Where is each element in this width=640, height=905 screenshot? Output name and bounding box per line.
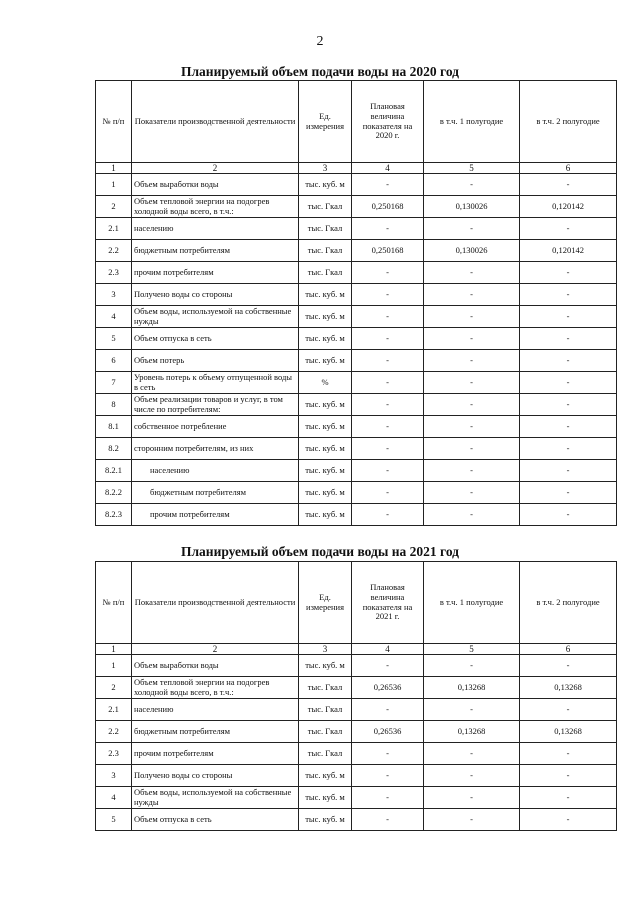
header-planned-year: 2020 г. xyxy=(375,130,400,141)
table-row xyxy=(96,743,617,765)
row-number: 2.3 xyxy=(96,262,132,284)
row-number: 6 xyxy=(96,350,132,372)
row-unit: тыс. куб. м xyxy=(299,306,352,328)
row-half2-value: - xyxy=(520,174,617,196)
row-planned-value: - xyxy=(352,218,424,240)
row-number: 8.1 xyxy=(96,416,132,438)
header-planned-label: Плановая величина показателя на xyxy=(362,581,413,612)
row-indicator: сторонним потребителям, из них xyxy=(132,438,299,460)
row-indicator: Получено воды со стороны xyxy=(132,765,299,787)
row-planned-value: - xyxy=(352,306,424,328)
row-indicator: бюджетным потребителям xyxy=(132,482,299,504)
row-half1-value: - xyxy=(424,218,520,240)
row-half1-value: - xyxy=(424,655,520,677)
row-indicator: Объем выработки воды xyxy=(132,174,299,196)
header-indicator: Показатели производственной деятельности xyxy=(132,562,299,644)
row-planned-value: - xyxy=(352,350,424,372)
table-row xyxy=(96,284,617,306)
table-row xyxy=(96,460,617,482)
row-unit: тыс. Гкал xyxy=(299,699,352,721)
row-planned-value: - xyxy=(352,372,424,394)
col-number: 1 xyxy=(96,163,132,174)
table-row xyxy=(96,240,617,262)
row-indicator: бюджетным потребителям xyxy=(132,721,299,743)
row-unit: тыс. куб. м xyxy=(299,438,352,460)
row-half2-value: - xyxy=(520,372,617,394)
row-half1-value: 0,13268 xyxy=(424,721,520,743)
table-row xyxy=(96,677,617,699)
row-number: 8.2.1 xyxy=(96,460,132,482)
row-half2-value: 0,120142 xyxy=(520,240,617,262)
row-indicator: бюджетным потребителям xyxy=(132,240,299,262)
row-number: 8.2.2 xyxy=(96,482,132,504)
row-planned-value: - xyxy=(352,438,424,460)
row-indicator: прочим потребителям xyxy=(132,504,299,526)
row-number: 2.1 xyxy=(96,699,132,721)
header-planned xyxy=(352,562,424,644)
table-row xyxy=(96,416,617,438)
col-number: 6 xyxy=(520,644,617,655)
row-half1-value: - xyxy=(424,809,520,831)
column-numbers-row xyxy=(96,163,617,174)
header-row xyxy=(96,81,617,163)
row-unit: тыс. куб. м xyxy=(299,416,352,438)
row-half1-value: - xyxy=(424,372,520,394)
row-half2-value: - xyxy=(520,394,617,416)
row-planned-value: - xyxy=(352,809,424,831)
row-half1-value: - xyxy=(424,416,520,438)
row-unit: тыс. Гкал xyxy=(299,721,352,743)
water-supply-table-2020 xyxy=(95,80,617,526)
table-row xyxy=(96,174,617,196)
row-half1-value: - xyxy=(424,394,520,416)
row-unit: тыс. Гкал xyxy=(299,196,352,218)
row-unit: тыс. куб. м xyxy=(299,328,352,350)
row-number: 5 xyxy=(96,328,132,350)
header-half1: в т.ч. 1 полугодие xyxy=(424,562,520,644)
row-indicator: собственное потребление xyxy=(132,416,299,438)
col-number: 5 xyxy=(424,163,520,174)
row-unit: % xyxy=(299,372,352,394)
row-planned-value: - xyxy=(352,482,424,504)
row-unit: тыс. Гкал xyxy=(299,677,352,699)
row-half1-value: - xyxy=(424,482,520,504)
row-number: 2.2 xyxy=(96,721,132,743)
table-row xyxy=(96,721,617,743)
row-planned-value: 0,26536 xyxy=(352,677,424,699)
row-unit: тыс. куб. м xyxy=(299,787,352,809)
row-half2-value: 0,13268 xyxy=(520,721,617,743)
row-planned-value: - xyxy=(352,504,424,526)
row-half2-value: - xyxy=(520,743,617,765)
row-half2-value: - xyxy=(520,787,617,809)
row-half1-value: - xyxy=(424,699,520,721)
row-half2-value: 0,13268 xyxy=(520,677,617,699)
row-number: 4 xyxy=(96,787,132,809)
row-indicator: прочим потребителям xyxy=(132,262,299,284)
row-half2-value: - xyxy=(520,504,617,526)
row-half1-value: - xyxy=(424,262,520,284)
row-number: 8 xyxy=(96,394,132,416)
row-half2-value: - xyxy=(520,328,617,350)
row-planned-value: - xyxy=(352,262,424,284)
table-row xyxy=(96,438,617,460)
water-supply-table-2021 xyxy=(95,561,617,831)
row-planned-value: - xyxy=(352,416,424,438)
table-row xyxy=(96,218,617,240)
row-unit: тыс. куб. м xyxy=(299,460,352,482)
row-unit: тыс. куб. м xyxy=(299,174,352,196)
row-number: 1 xyxy=(96,174,132,196)
table-body-2021 xyxy=(96,655,617,831)
row-unit: тыс. куб. м xyxy=(299,765,352,787)
row-half2-value: - xyxy=(520,765,617,787)
table-row xyxy=(96,765,617,787)
row-half2-value: - xyxy=(520,809,617,831)
row-unit: тыс. куб. м xyxy=(299,394,352,416)
row-half2-value: - xyxy=(520,306,617,328)
col-number: 6 xyxy=(520,163,617,174)
row-indicator: Объем реализации товаров и услуг, в том числе по потребителям: xyxy=(132,394,299,416)
table-row xyxy=(96,394,617,416)
table-row xyxy=(96,372,617,394)
table-row xyxy=(96,809,617,831)
row-number: 3 xyxy=(96,765,132,787)
header-planned xyxy=(352,81,424,163)
table-row xyxy=(96,350,617,372)
row-planned-value: - xyxy=(352,699,424,721)
row-number: 2 xyxy=(96,677,132,699)
row-indicator: Объем воды, используемой на собственные нужды xyxy=(132,306,299,328)
row-indicator: населению xyxy=(132,460,299,482)
header-planned-label: Плановая величина показателя на xyxy=(362,100,413,131)
col-number: 5 xyxy=(424,644,520,655)
header-planned-year: 2021 г. xyxy=(375,611,400,622)
row-planned-value: - xyxy=(352,460,424,482)
row-half2-value: - xyxy=(520,218,617,240)
header-indicator: Показатели производственной деятельности xyxy=(132,81,299,163)
col-number: 3 xyxy=(299,163,352,174)
row-number: 8.2 xyxy=(96,438,132,460)
row-half2-value: - xyxy=(520,482,617,504)
row-number: 1 xyxy=(96,655,132,677)
row-half1-value: - xyxy=(424,460,520,482)
row-planned-value: - xyxy=(352,743,424,765)
row-unit: тыс. куб. м xyxy=(299,655,352,677)
header-row xyxy=(96,562,617,644)
row-indicator: Объем выработки воды xyxy=(132,655,299,677)
row-indicator: населению xyxy=(132,699,299,721)
row-half1-value: 0,130026 xyxy=(424,240,520,262)
row-half2-value: - xyxy=(520,460,617,482)
page-number: 2 xyxy=(316,34,324,49)
header-num: № п/п xyxy=(96,562,132,644)
column-numbers-row xyxy=(96,644,617,655)
row-indicator: Объем потерь xyxy=(132,350,299,372)
row-number: 7 xyxy=(96,372,132,394)
table-row xyxy=(96,504,617,526)
col-number: 2 xyxy=(132,644,299,655)
row-half1-value: - xyxy=(424,438,520,460)
col-number: 1 xyxy=(96,644,132,655)
row-unit: тыс. Гкал xyxy=(299,743,352,765)
col-number: 4 xyxy=(352,644,424,655)
row-number: 2 xyxy=(96,196,132,218)
row-half1-value: - xyxy=(424,174,520,196)
col-number: 3 xyxy=(299,644,352,655)
row-half2-value: - xyxy=(520,350,617,372)
row-half1-value: 0,13268 xyxy=(424,677,520,699)
row-unit: тыс. куб. м xyxy=(299,482,352,504)
row-planned-value: 0,250168 xyxy=(352,196,424,218)
row-number: 2.1 xyxy=(96,218,132,240)
table-row xyxy=(96,699,617,721)
col-number: 2 xyxy=(132,163,299,174)
row-half1-value: - xyxy=(424,284,520,306)
row-number: 2.3 xyxy=(96,743,132,765)
row-indicator: Получено воды со стороны xyxy=(132,284,299,306)
row-half1-value: - xyxy=(424,765,520,787)
row-planned-value: - xyxy=(352,394,424,416)
row-half1-value: - xyxy=(424,350,520,372)
row-indicator: населению xyxy=(132,218,299,240)
row-half2-value: - xyxy=(520,655,617,677)
header-half2: в т.ч. 2 полугодие xyxy=(520,562,617,644)
row-unit: тыс. куб. м xyxy=(299,350,352,372)
row-unit: тыс. куб. м xyxy=(299,284,352,306)
header-unit: Ед. измерения xyxy=(299,562,352,644)
table-row xyxy=(96,482,617,504)
row-half1-value: - xyxy=(424,743,520,765)
row-planned-value: - xyxy=(352,174,424,196)
row-indicator: Объем воды, используемой на собственные нужды xyxy=(132,787,299,809)
table-row xyxy=(96,262,617,284)
table-row xyxy=(96,328,617,350)
row-half2-value: - xyxy=(520,416,617,438)
row-unit: тыс. Гкал xyxy=(299,218,352,240)
row-half2-value: - xyxy=(520,438,617,460)
row-planned-value: - xyxy=(352,765,424,787)
row-half2-value: - xyxy=(520,284,617,306)
row-planned-value: 0,26536 xyxy=(352,721,424,743)
row-number: 2.2 xyxy=(96,240,132,262)
row-indicator: Объем тепловой энергии на подогрев холодной воды всего, в т.ч.: xyxy=(132,196,299,218)
row-unit: тыс. куб. м xyxy=(299,504,352,526)
table-row xyxy=(96,306,617,328)
row-half1-value: - xyxy=(424,328,520,350)
row-indicator: Объем отпуска в сеть xyxy=(132,328,299,350)
row-indicator: прочим потребителям xyxy=(132,743,299,765)
row-number: 5 xyxy=(96,809,132,831)
row-planned-value: - xyxy=(352,328,424,350)
row-number: 3 xyxy=(96,284,132,306)
row-half1-value: - xyxy=(424,306,520,328)
row-indicator: Объем отпуска в сеть xyxy=(132,809,299,831)
row-indicator: Уровень потерь к объему отпущенной воды в сеть xyxy=(132,372,299,394)
row-planned-value: 0,250168 xyxy=(352,240,424,262)
header-half1: в т.ч. 1 полугодие xyxy=(424,81,520,163)
row-half1-value: - xyxy=(424,787,520,809)
row-planned-value: - xyxy=(352,787,424,809)
header-unit: Ед. измерения xyxy=(299,81,352,163)
row-half1-value: 0,130026 xyxy=(424,196,520,218)
table-title-2021: Планируемый объем подачи воды на 2021 год xyxy=(180,544,460,559)
header-num: № п/п xyxy=(96,81,132,163)
row-number: 8.2.3 xyxy=(96,504,132,526)
row-half2-value: - xyxy=(520,262,617,284)
col-number: 4 xyxy=(352,163,424,174)
row-number: 4 xyxy=(96,306,132,328)
row-unit: тыс. Гкал xyxy=(299,240,352,262)
row-indicator: Объем тепловой энергии на подогрев холодной воды всего, в т.ч.: xyxy=(132,677,299,699)
table-row xyxy=(96,655,617,677)
row-half1-value: - xyxy=(424,504,520,526)
header-half2: в т.ч. 2 полугодие xyxy=(520,81,617,163)
row-unit: тыс. Гкал xyxy=(299,262,352,284)
table-row xyxy=(96,196,617,218)
row-planned-value: - xyxy=(352,655,424,677)
row-half2-value: 0,120142 xyxy=(520,196,617,218)
row-planned-value: - xyxy=(352,284,424,306)
row-unit: тыс. куб. м xyxy=(299,809,352,831)
table-body-2020 xyxy=(96,174,617,526)
table-row xyxy=(96,787,617,809)
row-half2-value: - xyxy=(520,699,617,721)
table-title-2020: Планируемый объем подачи воды на 2020 год xyxy=(180,64,460,79)
